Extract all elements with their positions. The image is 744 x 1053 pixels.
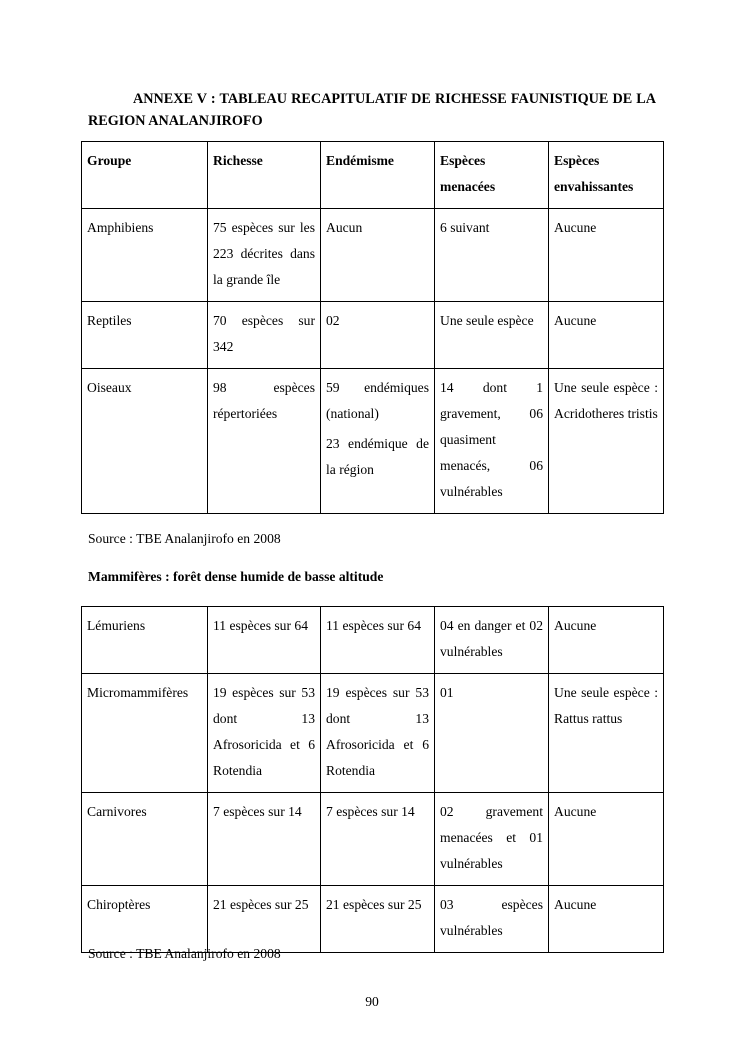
section-subtitle: Mammifères : forêt dense humide de basse altitude — [88, 569, 384, 584]
table-cell: 21 espèces sur 25 — [321, 886, 435, 953]
table-cell: Oiseaux — [82, 369, 208, 514]
table-cell: 01 — [435, 674, 549, 793]
table-cell: 70 espèces sur 342 — [208, 302, 321, 369]
table-cell: 11 espèces sur 64 — [321, 607, 435, 674]
table-cell: 03 espèces vulnérables — [435, 886, 549, 953]
table-row — [82, 369, 664, 514]
table-cell: Une seule espèce : Rattus rattus — [549, 674, 664, 793]
table-header-row — [82, 142, 664, 209]
table-cell — [321, 369, 435, 514]
table-cell: Aucune — [549, 886, 664, 953]
table-cell: Reptiles — [82, 302, 208, 369]
table-cell: 02 gravement menacées et 01 vulnérables — [435, 793, 549, 886]
header-cell: Endémisme — [321, 142, 435, 209]
table-cell: Aucune — [549, 607, 664, 674]
table-cell: Aucune — [549, 302, 664, 369]
annex-title: ANNEXE V : TABLEAU RECAPITULATIF DE RICHESSE FAUNISTIQUE DE LA REGION ANALANJIROFO — [88, 91, 656, 129]
table-cell: Aucune — [549, 209, 664, 302]
table-cell: 7 espèces sur 14 — [208, 793, 321, 886]
table-cell: 19 espèces sur 53 dont 13 Afrosoricida et 6 Rotendia — [321, 674, 435, 793]
table-row — [82, 209, 664, 302]
table-cell: Lémuriens — [82, 607, 208, 674]
table-row — [82, 793, 664, 886]
header-cell: Richesse — [208, 142, 321, 209]
table-row — [82, 607, 664, 674]
table-cell: Amphibiens — [82, 209, 208, 302]
table-cell: 98 espèces répertoriées — [208, 369, 321, 514]
header-cell: Espèces envahissantes — [549, 142, 664, 209]
table-cell: Une seule espèce : Acridotheres tristis — [549, 369, 664, 514]
table-cell: Aucune — [549, 793, 664, 886]
table-cell: Une seule espèce — [435, 302, 549, 369]
table-cell: Aucun — [321, 209, 435, 302]
table-cell: 75 espèces sur les 223 décrites dans la grande île — [208, 209, 321, 302]
source-note: Source : TBE Analanjirofo en 2008 — [88, 946, 281, 961]
table-cell: 11 espèces sur 64 — [208, 607, 321, 674]
table-row — [82, 302, 664, 369]
table-cell: 04 en danger et 02 vulnérables — [435, 607, 549, 674]
table-cell: 14 dont 1 gravement, 06 quasiment menacés, 06 vulnérables — [435, 369, 549, 514]
table-cell: 7 espèces sur 14 — [321, 793, 435, 886]
table-cell: Chiroptères — [82, 886, 208, 953]
table-row — [82, 674, 664, 793]
table-cell: Carnivores — [82, 793, 208, 886]
mammals-table — [81, 606, 664, 953]
endemism-national: 59 endémiques (national) — [326, 380, 429, 421]
table-cell: 6 suivant — [435, 209, 549, 302]
fauna-summary-table — [81, 141, 664, 514]
page-number: 90 — [365, 994, 379, 1009]
table-cell: Micromammifères — [82, 674, 208, 793]
table-cell: 02 — [321, 302, 435, 369]
header-cell: Espèces menacées — [435, 142, 549, 209]
source-note: Source : TBE Analanjirofo en 2008 — [88, 531, 281, 546]
table-cell: 21 espèces sur 25 — [208, 886, 321, 953]
endemism-regional: 23 endémique de la région — [326, 436, 429, 477]
table-row — [82, 886, 664, 953]
table-cell: 19 espèces sur 53 dont 13 Afrosoricida et 6 Rotendia — [208, 674, 321, 793]
header-cell: Groupe — [82, 142, 208, 209]
